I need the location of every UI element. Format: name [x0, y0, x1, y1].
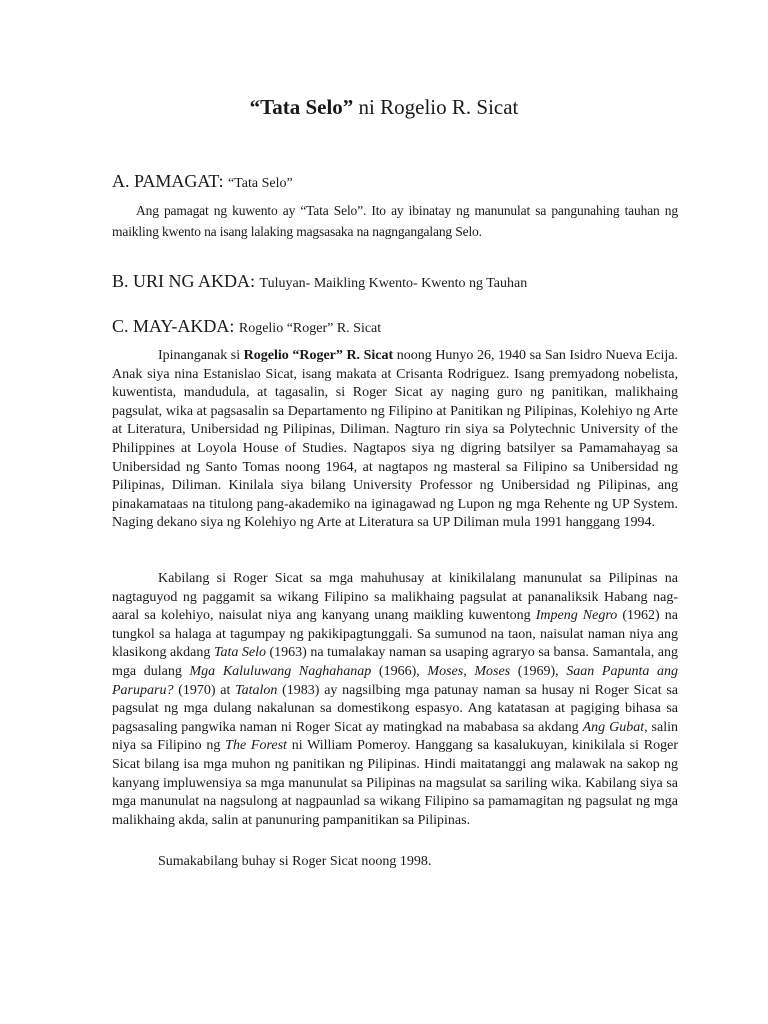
section-a-label: A. PAMAGAT: [112, 171, 224, 191]
section-a-paragraph: Ang pamagat ng kuwento ay “Tata Selo”. Ito ay ibinatay ng manunulat sa pangunahing tauhan ng maikling kwento na isang lalaking magsasaka na nagngangalang Selo. [112, 203, 678, 239]
work-title: The Forest [225, 738, 287, 754]
work-title: Moses, Moses [427, 663, 511, 679]
author-bio-paragraph: Ipinanganak si Rogelio “Roger” R. Sicat noong Hunyo 26, 1940 sa San Isidro Nueva Ecija. Anak siya nina Estanislao Sicat, isang makata at Crisanta Rodriguez. Isang premyadong nobelista, kuwentista, mandudula, at tagasalin, si Roger Sicat ay naging guro ng panitikan, malikhaing pagsulat, wika at pagsasalin sa Departamento ng Filipino at Panitikan ng Pilipinas, Kolehiyo ng Arte at Literatura, Unibersidad ng Pilipinas, Diliman. Nagturo rin siya sa Polytechnic University of the Philippines at Loyola House of Studies. Nagtapos siya ng digring batsilyer sa Pamamahayag sa Unibersidad ng Santo Tomas noong 1964, at nagtapos ng masteral sa Filipino sa Unibersidad ng Pilipinas, Diliman. Kinilala siya bilang University Professor ng Unibersidad ng Pilipinas, ang pinakamataas na titulong pang-akademiko na iginagawad ng Lupon ng mga Rehente ng UP System. Naging dekano siya ng Kolehiyo ng Arte at Literatura sa UP Diliman mula 1991 hanggang 1994. [112, 348, 679, 531]
work-title: Ang Gubat, [582, 719, 648, 735]
section-a-heading [112, 170, 293, 195]
work-title: Saan Papunta ang Paruparu? [112, 663, 679, 698]
section-b-label: B. URI NG AKDA: [112, 271, 256, 291]
death-paragraph: Sumakabilang buhay si Roger Sicat noong 1998. [158, 854, 432, 869]
title-story-name: “Tata Selo” [249, 95, 354, 119]
section-b-value: Tuluyan- Maikling Kwento- Kwento ng Tauhan [259, 276, 528, 291]
title-author: ni Rogelio R. Sicat [353, 95, 519, 119]
work-title: Tatalon [235, 682, 278, 698]
work-title: Tata Selo [213, 645, 266, 661]
section-c-value: Rogelio “Roger” R. Sicat [238, 321, 382, 336]
document-title [0, 94, 768, 120]
section-a-value: “Tata Selo” [227, 176, 293, 191]
work-title: Impeng Negro [535, 608, 618, 624]
section-b-heading [112, 270, 527, 295]
author-name-bold: Rogelio “Roger” R. Sicat [243, 348, 394, 363]
author-works-paragraph: Kabilang si Roger Sicat sa mga mahuhusay at kinikilalang manunulat sa Pilipinas na nagtaguyod ng paggamit sa wikang Filipino sa malikhaing pagsulat at pananaliksik Habang nag-aaral sa kolehiyo, naisulat niya ang kanyang unang maikling kuwentong Impeng Negro (1962) na tungkol sa halaga at tagumpay ng pakikipagtunggali. Sa sumunod na taon, naisulat naman niya ang klasikong akdang Tata Selo (1963) na tumalakay naman sa usaping agraryo sa bansa. Samantala, ang mga dulang Mga Kaluluwang Naghahanap (1966), Moses, Moses (1969), Saan Papunta ang Paruparu? (1970) at Tatalon (1983) ay nagsilbing mga patunay naman sa husay ni Roger Sicat sa pagsulat ng mga dulang nakalunan sa domestikong espasyo. Ang katatasan at pagiging bihasa sa pagsasaling pangwika naman ni Roger Sicat ay matingkad na mababasa sa akdang Ang Gubat, salin niya sa Filipino ng The Forest ni William Pomeroy. Hanggang sa kasalukuyan, kinikilala si Roger Sicat bilang isa mga muhon ng panitikan ng Pilipinas. Hindi maitatanggi ang malawak na sakop ng kanyang impluwensiya sa mga manunulat sa Pilipinas na magsulat sa sariling wika. Kabilang siya sa mga manunulat na nagsulong at nagpaunlad sa wikang Filipino sa pamamagitan ng pagsulat ng mga malikhaing akda, salin at panunuring pampanitikan sa Pilipinas. [112, 571, 679, 828]
section-c-label: C. MAY-AKDA: [112, 316, 235, 336]
section-c-heading [112, 315, 381, 340]
work-title: Mga Kaluluwang Naghahanap [189, 663, 372, 679]
